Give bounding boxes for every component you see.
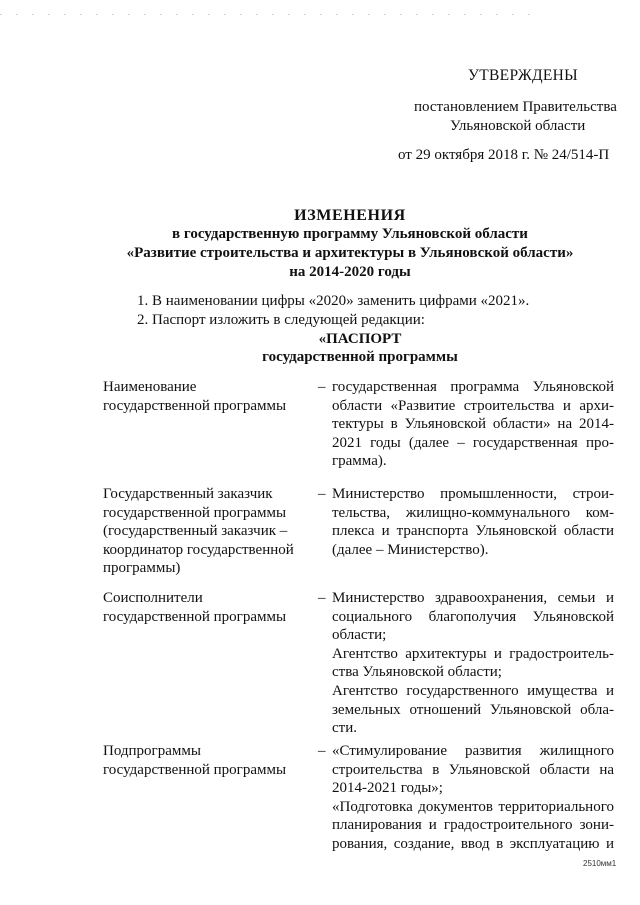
passport-subheading: государственной программы (262, 349, 458, 365)
amendment-item-1: 1. В наименовании цифры «2020» заменить цифрами «2021». (137, 293, 530, 309)
title-line-2: в государственную программу Ульяновской области (172, 226, 528, 242)
document-title (60, 206, 640, 282)
title-line-3: «Развитие строительства и архитектуры в Ульяновской области» (126, 245, 574, 261)
row-value: «Стимулирование развития жилищного строительства в Ульяновской области на 2014-2021 годы»; «Подготовка документов территориального планирования и градостроительного зони- рования, создание, ввод в эксплуатацию и (332, 743, 614, 852)
row-value: Министерство здравоохранения, семьи и социального благополучия Ульяновской области; Агентство архитектуры и градостроитель- ства Ульяновской области; Агентство государственного имущества и земельных отношений Ульяновской обла- сти. (332, 590, 614, 737)
row-label: Государственный заказчик государственной программы (государственный заказчик – координатор государственной программы) (103, 486, 294, 577)
footer-stamp: 2510мм1 (583, 859, 617, 868)
row-value: Министерство промышленности, строи- тельства, жилищно-коммунального ком- плекса и транспорта Ульяновской области (далее – Министерство). (332, 486, 614, 558)
approval-heading: УТВЕРЖДЕНЫ (468, 67, 578, 84)
row-label: Соисполнители государственной программы (103, 590, 287, 625)
amendment-item-2: 2. Паспорт изложить в следующей редакции: (137, 312, 425, 328)
dash-separator: – (318, 590, 326, 606)
dash-separator: – (318, 379, 326, 395)
title-changes: ИЗМЕНЕНИЯ (294, 207, 406, 224)
decree-line-1: постановлением Правительства (414, 99, 617, 115)
title-line-4: на 2014-2020 годы (289, 264, 411, 280)
row-label: Подпрограммы государственной программы (103, 743, 287, 778)
decree-date-number: от 29 октября 2018 г. № 24/514-П (398, 147, 610, 163)
scan-noise-dots: . . . . . . . . . . . . . . . . . . . . . . . . . . . . . . . . . . (0, 8, 536, 17)
passport-title (210, 330, 510, 366)
dash-separator: – (318, 486, 326, 502)
passport-heading: «ПАСПОРТ (318, 331, 402, 347)
dash-separator: – (318, 743, 326, 759)
row-value: государственная программа Ульяновской области «Развитие строительства и архи- тектуры в Ульяновской области» на 2014- 2021 годы (далее – государственная про- грамма). (332, 379, 614, 470)
decree-line-2: Ульяновской области (450, 118, 586, 134)
row-label: Наименование государственной программы (103, 379, 287, 414)
